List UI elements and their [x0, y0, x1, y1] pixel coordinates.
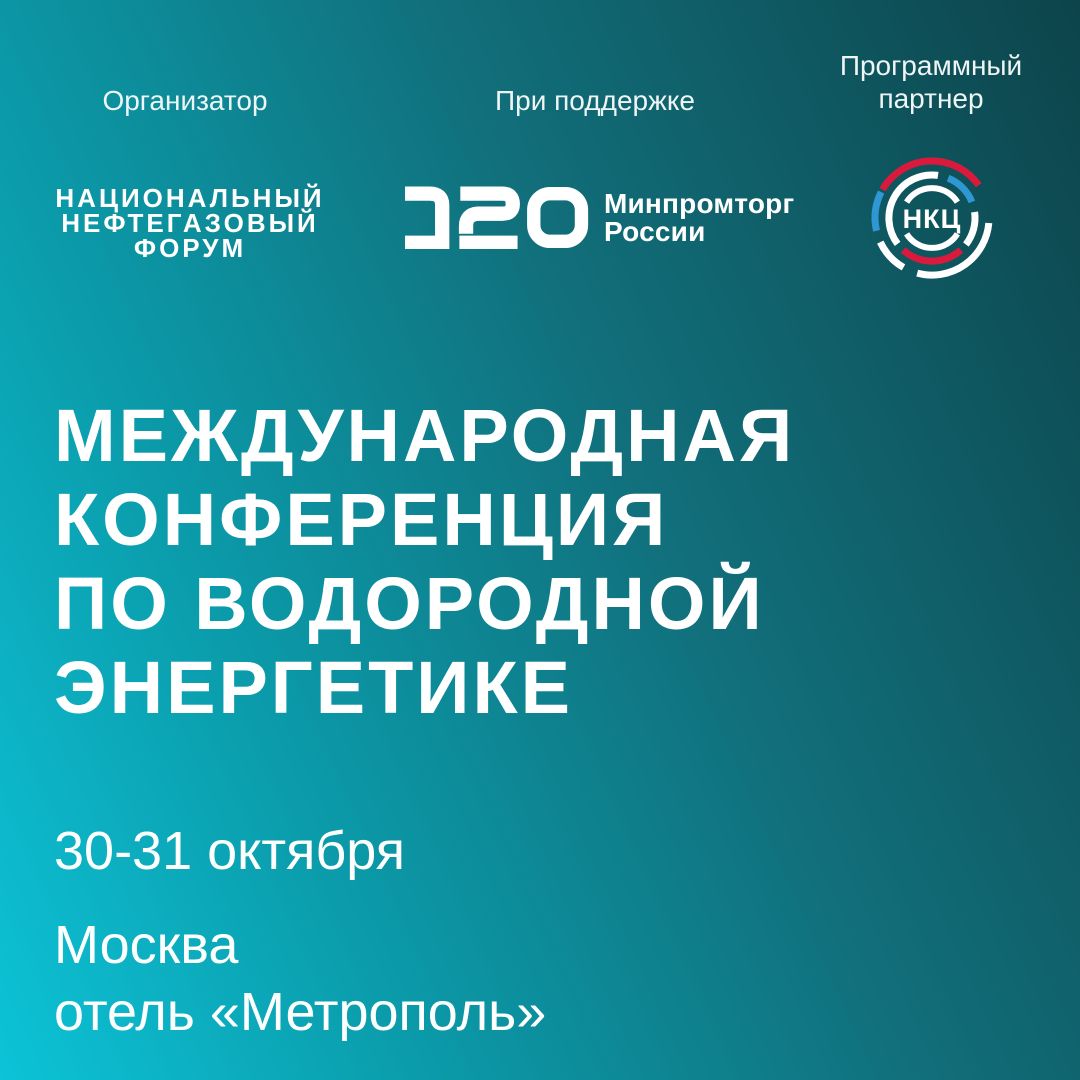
- title-line1: МЕЖДУНАРОДНАЯ: [54, 394, 796, 477]
- minpromtorg-line2: России: [604, 216, 706, 247]
- event-dates: 30-31 октября: [54, 821, 405, 881]
- nkc-arc-middle-white-right: [966, 212, 975, 245]
- title-line4: ЭНЕРГЕТИКЕ: [54, 646, 574, 729]
- digit-2-stroke: [460, 194, 512, 234]
- nkc-arc-outer-blue-left: [875, 192, 881, 231]
- title-line3: ПО ВОДОРОДНОЙ: [54, 562, 765, 645]
- minpromtorg-line1: Минпромторг: [604, 188, 795, 219]
- national-oil-gas-forum-logo: [42, 183, 338, 263]
- event-venue: отель «Метрополь»: [54, 982, 547, 1042]
- title-line2: КОНФЕРЕНЦИЯ: [54, 478, 669, 561]
- event-location: [54, 912, 546, 1046]
- nkc-arc-inner-white-bottom: [907, 234, 958, 248]
- nnf-logo-line3: ФОРУМ: [133, 233, 247, 263]
- nkc-arc-middle-red-bottom: [903, 250, 961, 261]
- nkc-logo-icon: [862, 148, 1002, 288]
- event-city: Москва: [54, 915, 239, 975]
- digit-1-foot: [405, 236, 437, 249]
- digit-0-ring: [534, 194, 582, 242]
- nkc-logo-text: НКЦ: [902, 204, 962, 234]
- minpromtorg-wordmark: [604, 190, 794, 246]
- program-partner-label-line1: Программный: [839, 50, 1023, 81]
- nkc-arc-inner-white-top: [907, 188, 958, 202]
- nnf-logo-line1: НАЦИОНАЛЬНЫЙ: [55, 183, 325, 213]
- minpromtorg-120-logo-icon: [405, 186, 591, 249]
- conference-title: [54, 394, 1034, 730]
- digit-2-base: [459, 236, 517, 249]
- nkc-arc-outer-white-bottom-left: [880, 242, 903, 267]
- organizer-label: Организатор: [102, 85, 268, 116]
- program-partner-label: [818, 49, 1044, 115]
- support-label: При поддержке: [495, 85, 695, 116]
- program-partner-label-line2: партнер: [878, 83, 984, 114]
- nnf-logo-line2: НЕФТЕГАЗОВЫЙ: [61, 208, 319, 238]
